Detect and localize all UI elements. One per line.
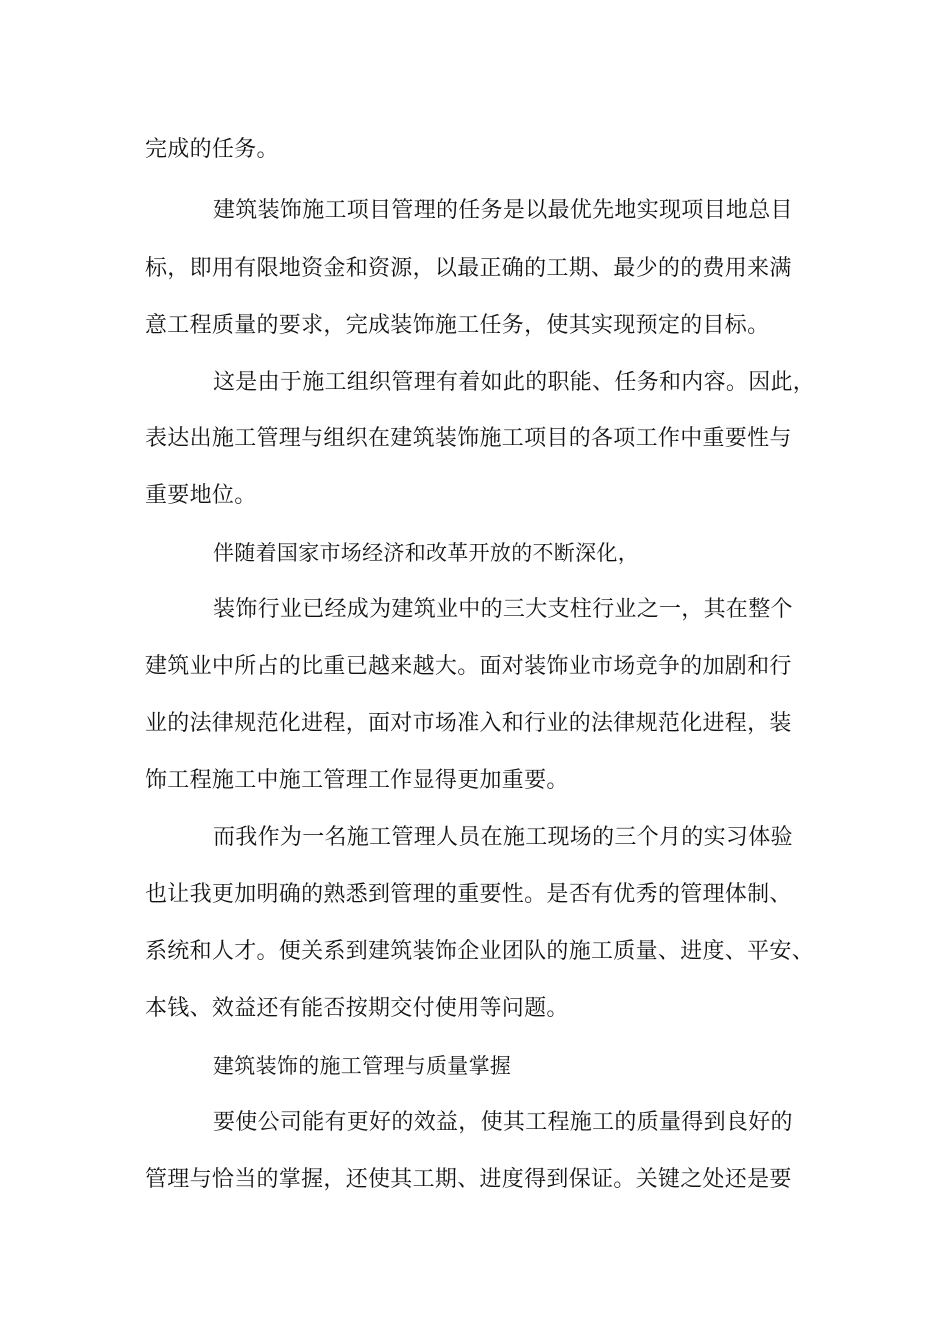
text-line: 装饰行业已经成为建筑业中的三大支柱行业之一，其在整个 [213, 597, 793, 622]
text-line: 表达出施工管理与组织在建筑装饰施工项目的各项工作中重要性与 [145, 426, 792, 451]
text-line: 重要地位。 [145, 483, 257, 508]
text-line: 建筑业中所占的比重已越来越大。面对装饰业市场竞争的加剧和行 [145, 654, 792, 679]
text-line: 这是由于施工组织管理有着如此的职能、任务和内容。因此， [213, 370, 816, 395]
text-line: 伴随着国家市场经济和改革开放的不断深化， [213, 541, 639, 565]
text-line: 本钱、效益还有能否按期交付使用等问题。 [145, 996, 569, 1021]
text-line: 完成的任务。 [145, 137, 279, 162]
text-line: 饰工程施工中施工管理工作显得更加重要。 [145, 768, 569, 793]
text-line: 业的法律规范化进程，面对市场准入和行业的法律规范化进程，装 [145, 711, 792, 736]
text-line: 意工程质量的要求，完成装饰施工任务，使其实现预定的目标。 [145, 313, 770, 338]
text-line: 管理与恰当的掌握，还使其工期、进度得到保证。关键之处还是要 [145, 1167, 792, 1192]
section-heading: 建筑装饰的施工管理与质量掌握 [213, 1054, 512, 1078]
text-line: 而我作为一名施工管理人员在施工现场的三个月的实习体验 [213, 825, 793, 850]
text-line: 要使公司能有更好的效益，使其工程施工的质量得到良好的 [213, 1110, 793, 1135]
text-line: 系统和人才。便关系到建筑装饰企业团队的施工质量、进度、平安、 [145, 939, 815, 964]
text-line: 建筑装饰施工项目管理的任务是以最优先地实现项目地总目 [213, 198, 793, 223]
text-line: 标，即用有限地资金和资源，以最正确的工期、最少的的费用来满 [145, 256, 792, 281]
text-line: 也让我更加明确的熟悉到管理的重要性。是否有优秀的管理体制、 [145, 882, 792, 907]
